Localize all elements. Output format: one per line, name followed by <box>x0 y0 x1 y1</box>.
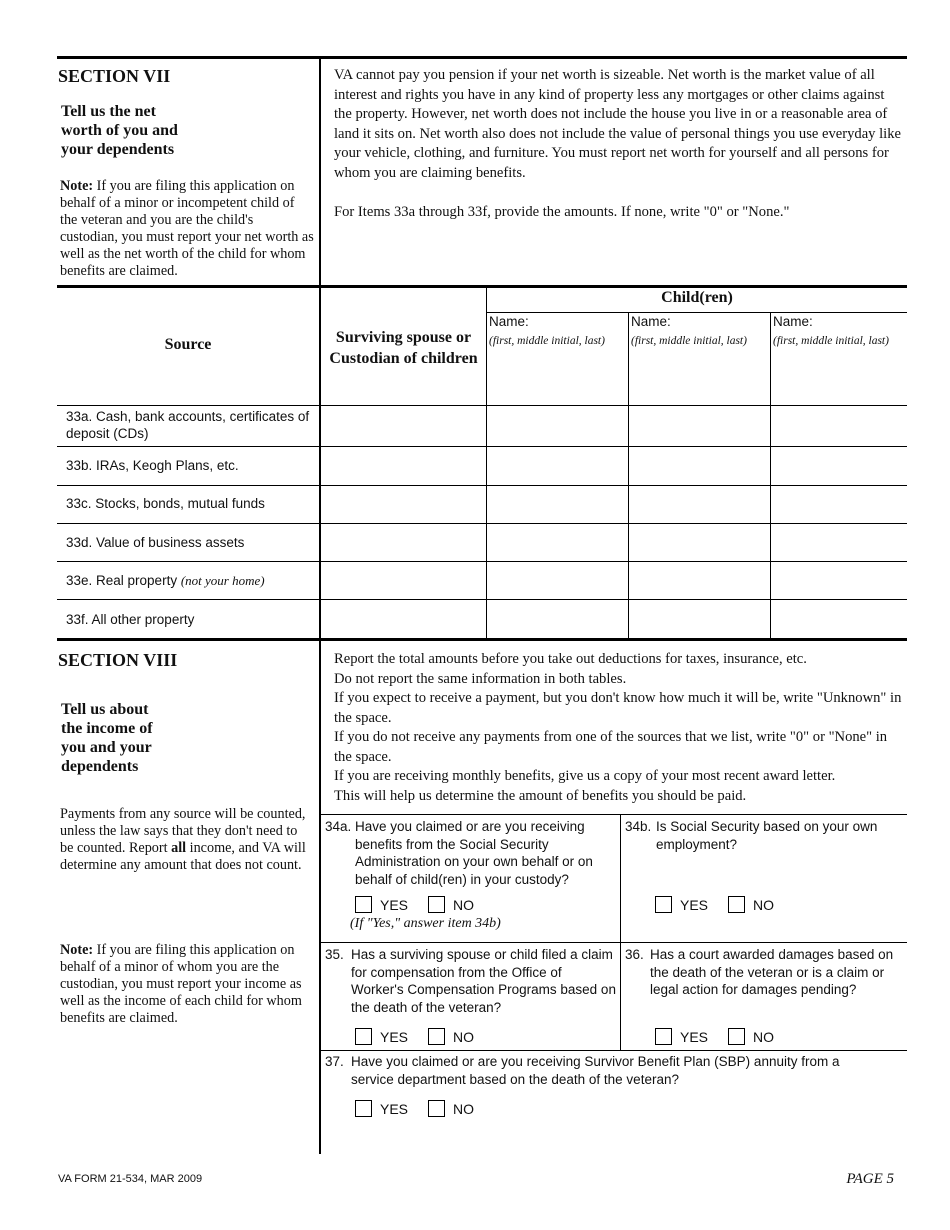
section-vii-note <box>60 178 314 280</box>
child-name-label: Name: <box>631 314 671 329</box>
q37-no-checkbox[interactable] <box>428 1100 445 1117</box>
net-worth-intro: VA cannot pay you pension if your net worth is sizeable. Net worth is the market value of all interest and rights you have in any kind of property less any mortgages or other claims against the property. However, net worth does not include the house you live in or a reasonable area of land it sits on. Net worth also does not include the value of personal things you use everyday like your vehicle, clothing, and furniture. You must report net worth for yourself and all persons for whom you are claiming benefits. <box>334 67 902 181</box>
instruction-line: If you expect to receive a payment, but you don't know how much it will be, write "Unknown" in the space. <box>334 690 902 726</box>
table-cell-input[interactable] <box>629 406 770 446</box>
child-name-hint: (first, middle initial, last) <box>773 335 889 347</box>
question-34b <box>625 818 905 853</box>
form-identifier: VA FORM 21-534, MAR 2009 <box>58 1173 203 1185</box>
yes-label: YES <box>380 1101 409 1117</box>
row-33f-label <box>66 611 316 628</box>
children-column-header: Child(ren) <box>661 289 733 306</box>
question-text: Has a surviving spouse or child filed a claim for compensation from the Office of Worker's Compensation Programs based on the death of the veteran? <box>351 947 616 1015</box>
question-number: 34a. <box>325 819 352 834</box>
payments-text: income, and VA will determine any amount that does not count. <box>60 840 306 873</box>
subtitle-line: worth of you and <box>61 122 178 139</box>
subtitle-line: you and your <box>61 739 152 756</box>
child-name-hint: (first, middle initial, last) <box>631 335 747 347</box>
q34a-hint: (If "Yes," answer item 34b) <box>350 916 501 931</box>
net-worth-instruction: For Items 33a through 33f, provide the amounts. If none, write "0" or "None." <box>334 204 790 220</box>
section-viii-note <box>60 942 314 1027</box>
payments-text: Payments from any source will be counted, unless the law says that they don't need to be counted. Report <box>60 806 306 856</box>
yes-label: YES <box>680 1029 709 1045</box>
question-text: Have you claimed or are you receiving benefits from the Social Security Administration on your own behalf or on behalf of child(ren) in your custody? <box>355 819 593 887</box>
row-note: (not your home) <box>180 573 265 588</box>
instruction-line: Report the total amounts before you take out deductions for taxes, insurance, etc. <box>334 651 807 667</box>
page-number: PAGE 5 <box>846 1171 894 1187</box>
instruction-line: This will help us determine the amount of benefits you should be paid. <box>334 787 747 804</box>
question-text: Is Social Security based on your own employment? <box>656 819 878 852</box>
question-number: 34b. <box>625 819 652 834</box>
yes-label: YES <box>380 897 409 913</box>
table-cell-input[interactable] <box>487 406 628 446</box>
question-text: Has a court awarded damages based on the death of the veteran or is a claim or legal action for damages pending? <box>650 947 894 997</box>
child-1-name-cell[interactable] <box>489 314 627 347</box>
question-37 <box>325 1053 885 1088</box>
question-34a <box>325 818 617 888</box>
q34a-no-checkbox[interactable] <box>428 896 445 913</box>
question-35 <box>325 946 617 1016</box>
section-vii-title: SECTION VII <box>58 66 171 86</box>
q37-yes-checkbox[interactable] <box>355 1100 372 1117</box>
row-33b-label <box>66 457 316 474</box>
note-text: If you are filing this application on behalf of a minor of whom you are the custodian, you must report your income as well as the income of each child for whom benefits are claimed. <box>60 942 302 1026</box>
income-instructions <box>334 650 904 806</box>
row-label: 33f. All other property <box>66 612 195 627</box>
no-label: NO <box>753 1029 775 1045</box>
payments-counted-text <box>60 806 314 874</box>
row-label: 33b. IRAs, Keogh Plans, etc. <box>66 458 239 473</box>
instruction-line: Do not report the same information in both tables. <box>334 670 627 687</box>
spouse-column-header <box>321 327 486 369</box>
q34b-options <box>655 896 794 913</box>
section-viii-subtitle <box>61 700 261 776</box>
spouse-header-line: Surviving spouse or <box>335 329 472 346</box>
child-name-hint: (first, middle initial, last) <box>489 335 605 347</box>
row-label: 33a. Cash, bank accounts, certificates of deposit (CDs) <box>66 409 310 441</box>
row-33d-label <box>66 534 316 551</box>
q34b-yes-checkbox[interactable] <box>655 896 672 913</box>
row-label: 33c. Stocks, bonds, mutual funds <box>66 496 265 511</box>
note-label: Note: <box>60 178 94 194</box>
q36-yes-checkbox[interactable] <box>655 1028 672 1045</box>
no-label: NO <box>453 897 475 913</box>
q34b-no-checkbox[interactable] <box>728 896 745 913</box>
q35-no-checkbox[interactable] <box>428 1028 445 1045</box>
payments-emphasis: all <box>171 840 187 856</box>
table-cell-input[interactable] <box>321 406 486 446</box>
child-2-name-cell[interactable] <box>631 314 769 347</box>
q34a-options <box>355 896 494 913</box>
q35-yes-checkbox[interactable] <box>355 1028 372 1045</box>
child-name-label: Name: <box>773 314 813 329</box>
q36-no-checkbox[interactable] <box>728 1028 745 1045</box>
section-vii-subtitle <box>61 102 261 159</box>
row-label: 33e. Real property <box>66 573 181 588</box>
child-name-label: Name: <box>489 314 529 329</box>
q36-options <box>655 1028 794 1045</box>
question-number: 37. <box>325 1054 344 1069</box>
subtitle-line: dependents <box>61 758 139 775</box>
note-text: If you are filing this application on behalf of a minor or incompetent child of the veteran and you are the child's custodian, you must report your net worth as well as the net worth of the child for whom benefits are claimed. <box>60 178 314 279</box>
spouse-header-line: Custodian of children <box>329 350 478 367</box>
subtitle-line: your dependents <box>61 141 175 158</box>
question-36 <box>625 946 907 999</box>
question-number: 35. <box>325 947 344 962</box>
note-label: Note: <box>60 942 94 958</box>
q34a-yes-checkbox[interactable] <box>355 896 372 913</box>
q37-options <box>355 1100 494 1117</box>
subtitle-line: the income of <box>61 720 153 737</box>
question-number: 36. <box>625 947 644 962</box>
row-label: 33d. Value of business assets <box>66 535 245 550</box>
no-label: NO <box>453 1101 475 1117</box>
table-cell-input[interactable] <box>771 406 907 446</box>
row-33c-label <box>66 495 316 512</box>
no-label: NO <box>753 897 775 913</box>
q35-options <box>355 1028 494 1045</box>
row-33a-label <box>66 408 316 442</box>
subtitle-line: Tell us about <box>61 701 149 718</box>
subtitle-line: Tell us the net <box>61 103 156 120</box>
yes-label: YES <box>680 897 709 913</box>
no-label: NO <box>453 1029 475 1045</box>
row-33e-label <box>66 572 316 589</box>
section-viii-title: SECTION VIII <box>58 650 178 670</box>
instruction-line: If you do not receive any payments from one of the sources that we list, write "0" or "None" in the space. <box>334 729 888 765</box>
instruction-line: If you are receiving monthly benefits, give us a copy of your most recent award letter. <box>334 768 836 784</box>
child-3-name-cell[interactable] <box>773 314 907 347</box>
yes-label: YES <box>380 1029 409 1045</box>
source-column-header: Source <box>164 336 212 353</box>
question-text: Have you claimed or are you receiving Survivor Benefit Plan (SBP) annuity from a service department based on the death of the veteran? <box>351 1054 840 1087</box>
